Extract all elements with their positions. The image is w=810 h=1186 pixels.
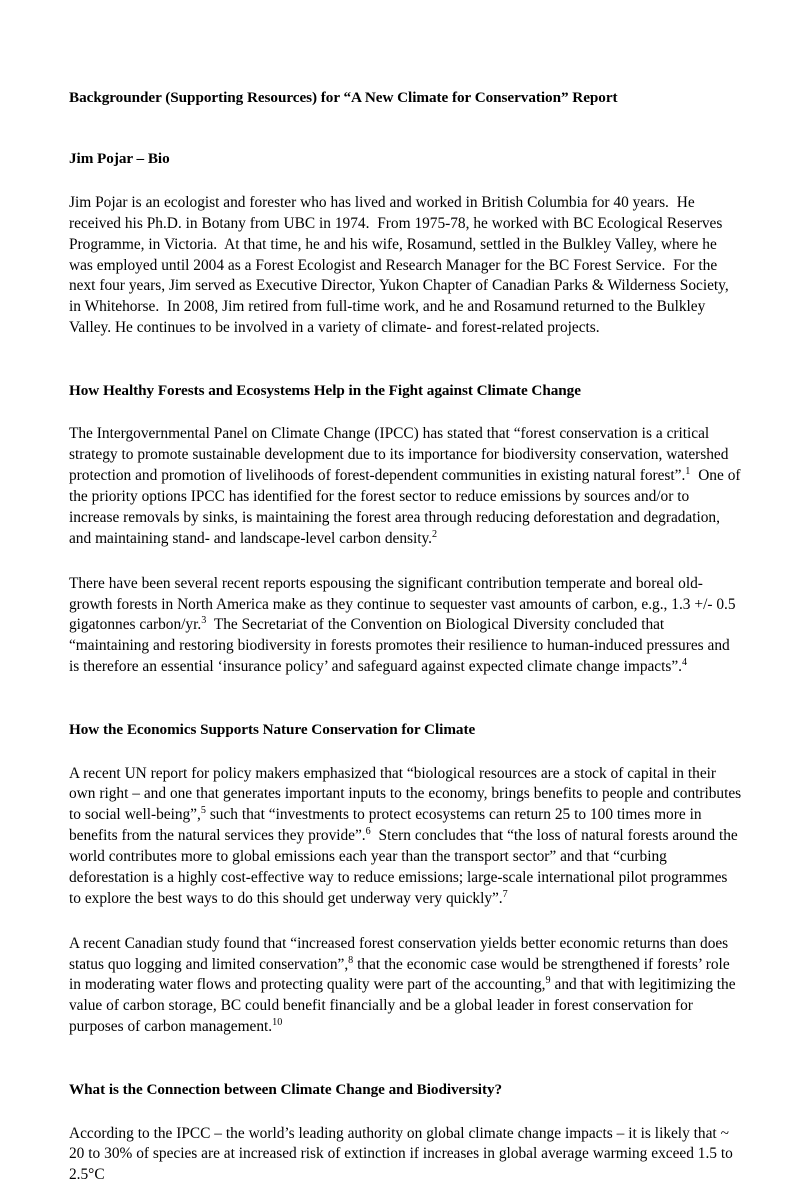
paragraph: Jim Pojar is an ecologist and forester who has lived and worked in British Columbia for 40 years. He received his Ph.D. in Botany from UBC in 1974. From 1975-78, he worked with BC Ecological Reserves Programme, in Victoria. At that time, he and his wife, Rosamund, settled in the Bulkley Valley, where he was employed until 2004 as a Forest Ecologist and Research Manager for the BC Forest Service. For the next four years, Jim served as Executive Director, Yukon Chapter of Canadian Parks & Wilderness Society, in Whitehorse. In 2008, Jim retired from full-time work, and he and Rosamund returned to the Bulkley Valley. He continues to be involved in a variety of climate- and forest-related projects. [69,193,733,337]
document-body [69,149,746,1186]
paragraph: According to the IPCC – the world’s leading authority on global climate change impacts – it is likely that ~ 20 to 30% of species are at increased risk of extinction if increases in global average warming exceed 1.5 to 2.5°C [69,1124,737,1184]
paragraph-text: The Intergovernmental Panel on Climate Change (IPCC) has stated that “forest conservation is a critical strategy to promote sustainable development due to its importance for biodiversity conservation, watershed protection and promotion of livelihoods of forest-dependent communities in existing natural forest”. [69,425,733,485]
footnote-marker: 3 [201,615,207,627]
section-heading: Jim Pojar – Bio [69,150,170,168]
paragraph [69,764,746,910]
paragraph-text: The Secretariat of the Convention on Biological Diversity concluded that “maintaining and restoring biodiversity in forests promotes their resilience to human-induced pressures and is therefore an essential ‘insurance policy’ and safeguard against expected climate change impacts”. [69,616,734,676]
footnote-marker: 9 [545,975,551,987]
footnote-marker: 6 [365,826,371,838]
section-heading: How the Economics Supports Nature Conservation for Climate [69,721,476,739]
page-title: Backgrounder (Supporting Resources) for “A New Climate for Conservation” Report [69,89,618,106]
footnote-marker: 7 [502,888,508,900]
footnote-marker: 2 [432,528,438,540]
paragraph-text: A recent UN report for policy makers emphasized that “biological resources are a stock of capital in their own right – and one that generates important inputs to the economy, brings benefits to people and contributes to social well-being”, [69,764,746,824]
paragraph [69,934,742,1038]
paragraph-text: and that with legitimizing the value of carbon storage, BC could benefit financially and be a global leader in forest conservation for purposes of carbon management. [69,976,740,1036]
footnote-marker: 10 [272,1017,283,1029]
paragraph [69,424,745,549]
footnote-marker: 5 [200,805,206,817]
section-heading: How Healthy Forests and Ecosystems Help in the Fight against Climate Change [69,382,581,400]
paragraph-text: Stern concludes that “the loss of natural forests around the world contributes more to global emissions each year than the transport sector” and that “curbing deforestation is a highly cost-effective way to reduce emissions; large-scale international pilot programmes to explore the best ways to do this should get underway very quickly”. [69,827,742,907]
footnote-marker: 4 [682,657,688,669]
paragraph-text: such that “investments to protect ecosystems can return 25 to 100 times more in benefits from the natural services they provide”. [69,806,706,845]
footnote-marker: 1 [685,466,691,478]
paragraph-text: One of the priority options IPCC has identified for the forest sector to reduce emissions by sources and/or to increase removals by sinks, is maintaining the forest area through reducing deforestation and degradation, and maintaining stand- and landscape-level carbon density. [69,467,745,547]
paragraph-text: There have been several recent reports espousing the significant contribution temperate and boreal old-growth forests in North America make as they continue to sequester vast amounts of carbon, e.g., 1.3 +/- 0.5 gigatonnes carbon/yr. [69,574,740,634]
paragraph-text: that the economic case would be strengthened if forests’ role in moderating water flows and protecting quality were part of the accounting, [69,955,734,994]
section-heading: What is the Connection between Climate Change and Biodiversity? [69,1081,503,1099]
paragraph [69,574,742,678]
footnote-marker: 8 [348,954,354,966]
paragraph-text: A recent Canadian study found that “increased forest conservation yields better economic returns than does status quo logging and limited conservation”, [69,934,733,973]
